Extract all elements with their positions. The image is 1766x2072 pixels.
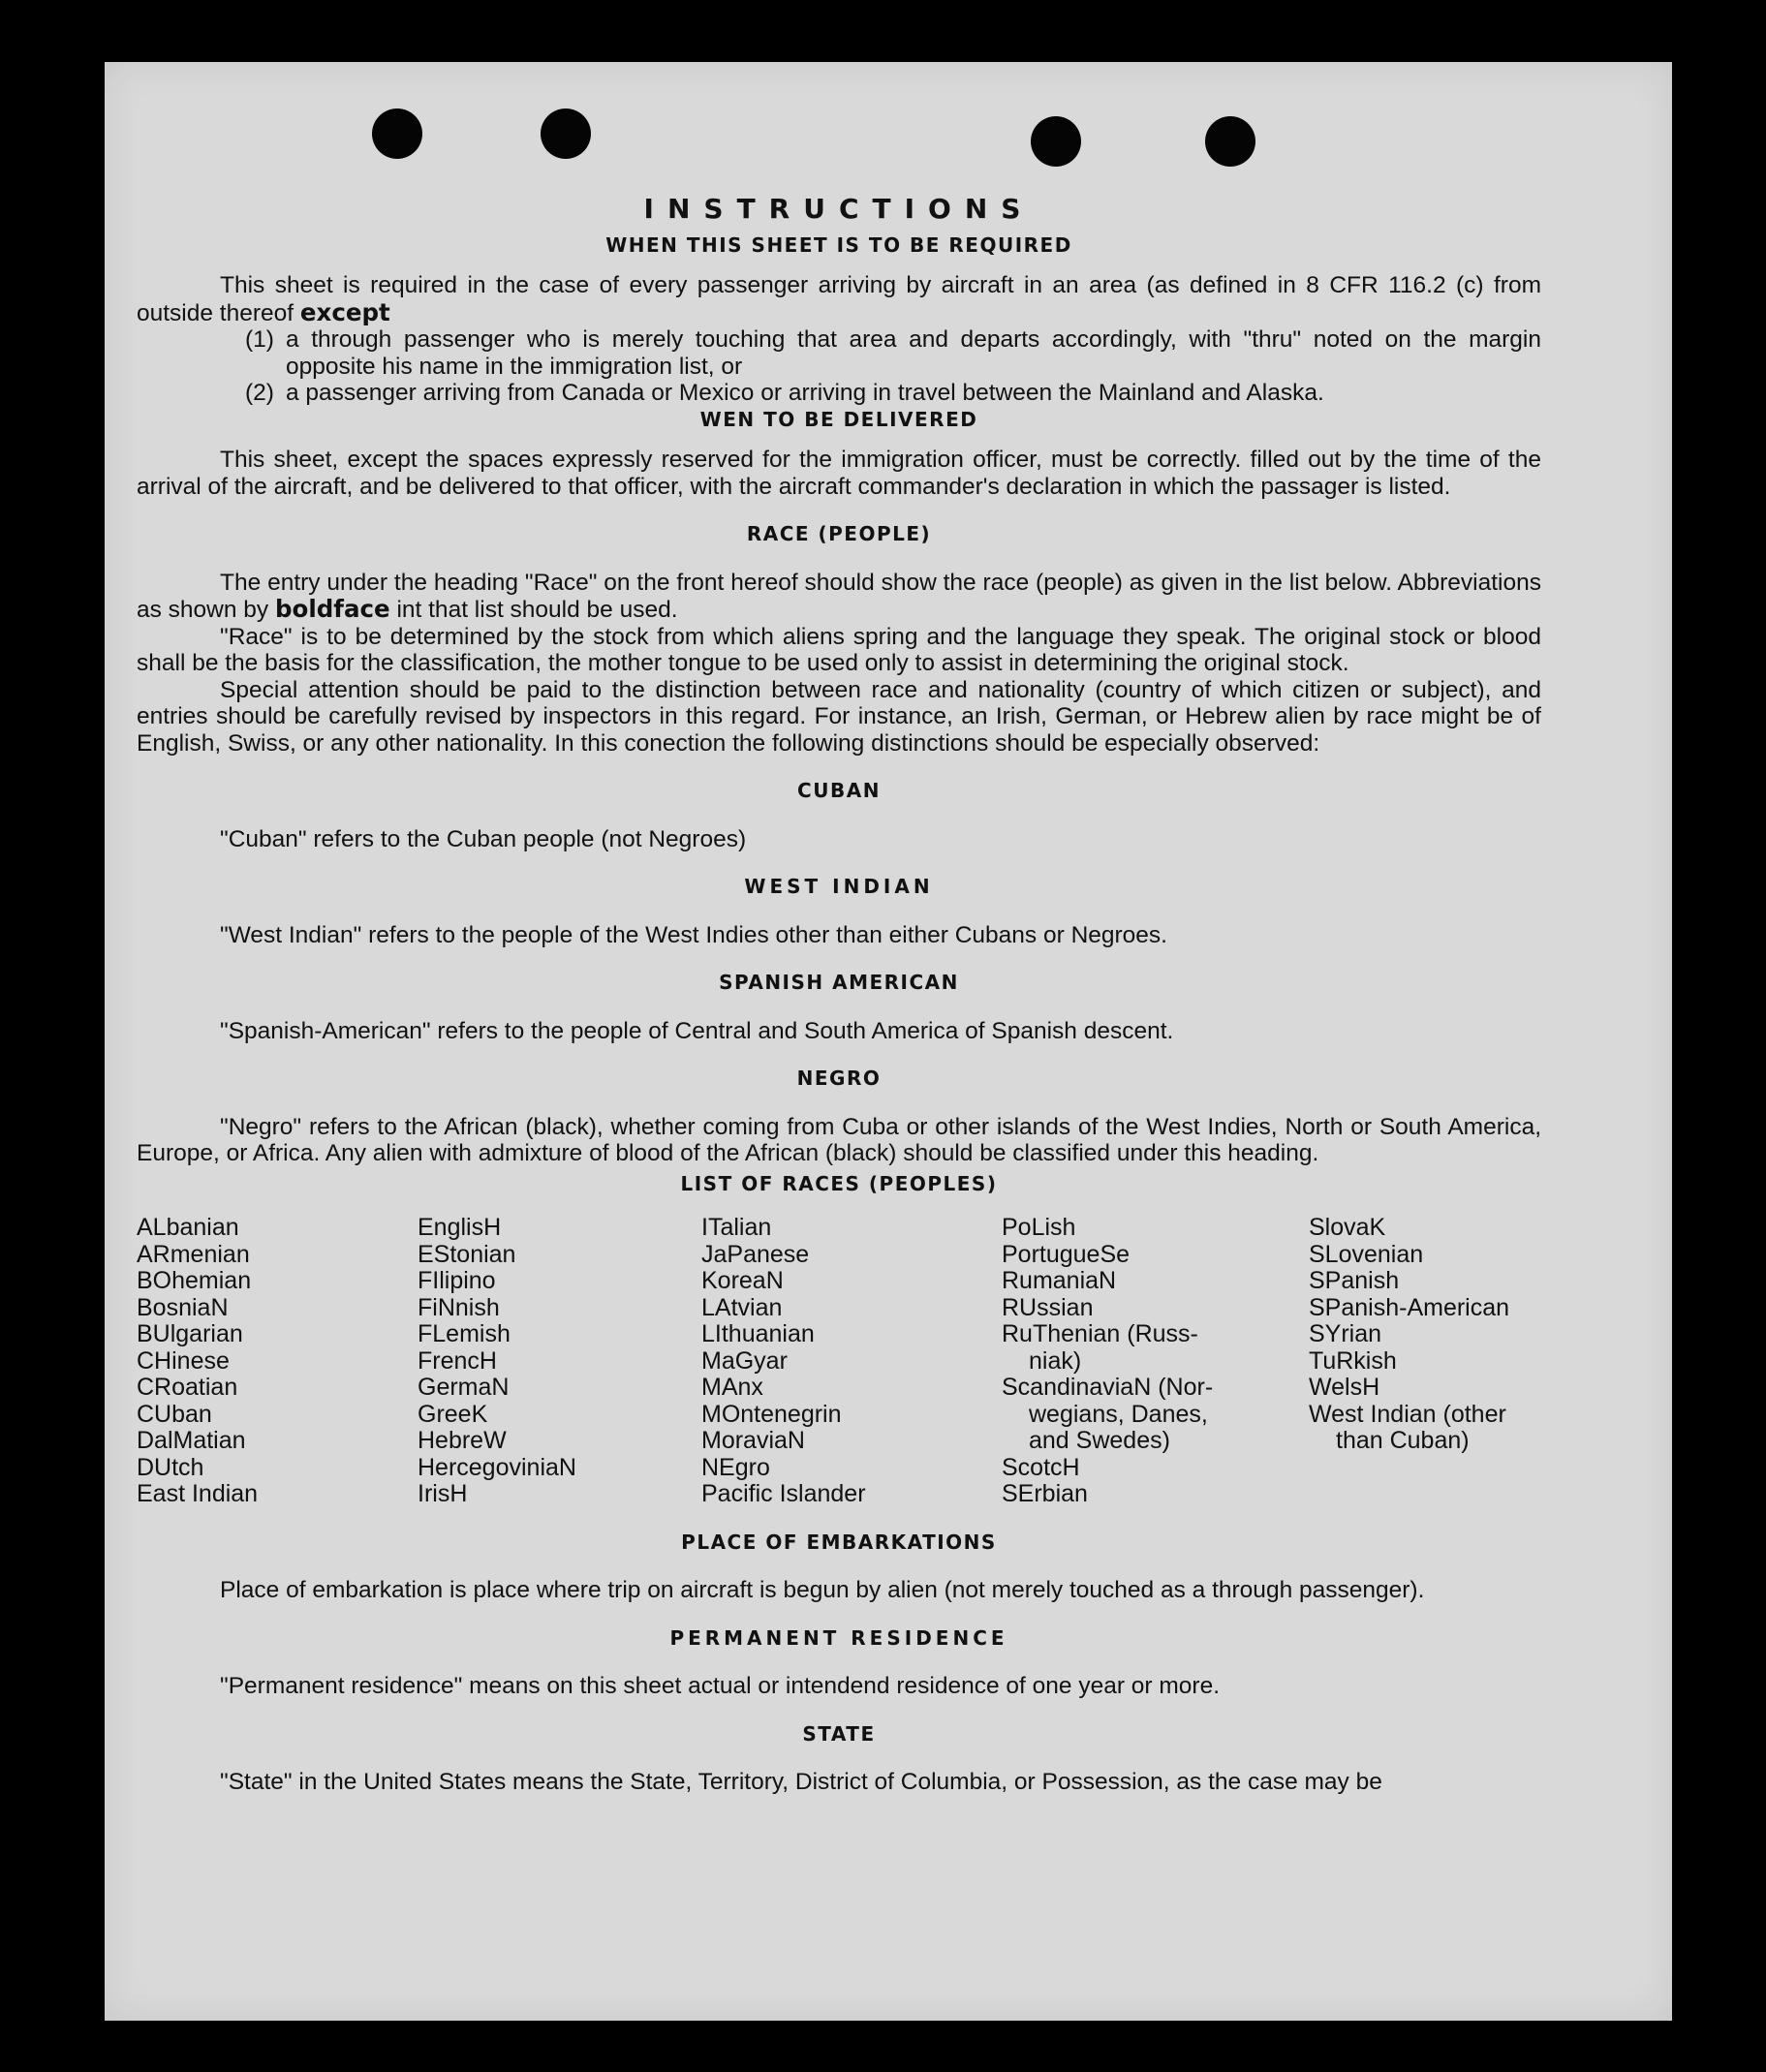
race-entry: LIthuanian: [701, 1320, 815, 1347]
race-entry: and Swedes): [1029, 1427, 1170, 1454]
race-entry: WelsH: [1309, 1374, 1380, 1401]
race-entry: wegians, Danes,: [1029, 1400, 1208, 1428]
race-entry: SLovenian: [1309, 1240, 1424, 1268]
race-entry: ARmenian: [137, 1240, 250, 1268]
item-number: (1): [245, 326, 274, 353]
race-entry: DalMatian: [137, 1427, 246, 1454]
race-entry: FIlipino: [418, 1267, 496, 1294]
cuban-text: "Cuban" refers to the Cuban people (not Negroes): [220, 825, 747, 852]
race-entry: HebreW: [418, 1427, 507, 1454]
race-entry: FLemish: [418, 1320, 511, 1347]
section-heading-cuban: CUBAN: [797, 779, 881, 802]
race-entry: EStonian: [418, 1240, 516, 1268]
races-heading: LIST OF RACES (PEOPLES): [680, 1171, 998, 1195]
races-column: [137, 1215, 418, 1508]
race-entry: SlovaK: [1309, 1214, 1386, 1241]
race-entry: FrencH: [418, 1346, 497, 1375]
section-heading-required: WHEN THIS SHEET IS TO BE REQUIRED: [605, 232, 1072, 257]
race-p1-tail: int that list should be used.: [389, 597, 678, 623]
race-entry: SErbian: [1002, 1480, 1088, 1507]
race-entry: FiNnish: [418, 1293, 500, 1321]
race-entry: NEgro: [701, 1453, 770, 1481]
race-entry: East Indian: [137, 1480, 259, 1507]
race-entry: SPanish: [1309, 1267, 1400, 1294]
section-heading-negro: NEGRO: [796, 1067, 882, 1090]
document-sheet: [105, 62, 1672, 2021]
race-entry: ITalian: [701, 1214, 772, 1241]
race-entry: MAnx: [701, 1374, 763, 1401]
race-entry: PortugueSe: [1002, 1240, 1131, 1268]
race-entry: Pacific Islander: [701, 1480, 866, 1507]
race-entry: GreeK: [418, 1400, 488, 1428]
negro-text: "Negro" refers to the African (black), whether coming from Cuba or other islands of the West Indies, North or South America, Europe, or Africa. Any alien with admixture of blood of the African (black) should be classified under this heading.: [137, 1113, 1541, 1166]
race-entry: RuThenian (Russ-: [1002, 1320, 1198, 1347]
race-entry: JaPanese: [701, 1240, 810, 1268]
race-entry: EnglisH: [418, 1214, 502, 1241]
races-column: [701, 1215, 1002, 1508]
required-intro-except: except: [299, 297, 390, 326]
punch-hole: [541, 108, 591, 159]
race-paragraph-1: [137, 570, 1541, 624]
race-entry: ScandinaviaN (Nor-: [1002, 1374, 1214, 1401]
race-p1-boldface: boldface: [275, 595, 390, 623]
race-entry: GermaN: [418, 1374, 510, 1401]
race-entry: BosniaN: [137, 1293, 229, 1321]
race-entry: RumaniaN: [1002, 1267, 1117, 1294]
race-entry: BUlgarian: [137, 1320, 243, 1347]
race-entry: MaGyar: [701, 1346, 788, 1375]
section-heading-race: RACE (PEOPLE): [746, 522, 932, 545]
race-entry: CHinese: [137, 1346, 230, 1375]
section-heading-spanish-american: SPANISH AMERICAN: [719, 971, 959, 994]
race-entry: CUban: [137, 1400, 212, 1428]
section-heading-state: STATE: [802, 1721, 876, 1746]
punch-hole: [1205, 116, 1255, 167]
race-entry: MOntenegrin: [701, 1400, 842, 1428]
residence-text: "Permanent residence" means on this sheet actual or intendend residence of one year or more.: [220, 1673, 1221, 1699]
race-entry: BOhemian: [137, 1267, 252, 1294]
state-text: "State" in the United States means the State, Territory, District of Columbia, or Possession, as the case may be: [220, 1769, 1382, 1795]
race-entry: West Indian (other: [1309, 1400, 1506, 1428]
races-column: [1309, 1215, 1541, 1508]
section-heading-west-indian: WEST INDIAN: [744, 875, 934, 898]
race-entry: TuRkish: [1309, 1346, 1397, 1375]
delivered-text: This sheet, except the spaces expressly reserved for the immigration officer, must be correctly. filled out by the time of the arrival of the aircraft, and be delivered to that officer, with the aircraft commander's declaration in which the passager is listed.: [137, 447, 1541, 500]
race-entry: SYrian: [1309, 1320, 1382, 1347]
section-heading-residence: PERMANENT RESIDENCE: [669, 1625, 1008, 1650]
races-list: [137, 1215, 1541, 1508]
race-entry: IrisH: [418, 1480, 468, 1507]
required-intro-text: This sheet is required in the case of every passenger arriving by aircraft in an area (as defined in 8 CFR 116.2 (c) from outside thereof: [137, 272, 1541, 326]
race-entry: RUssian: [1002, 1293, 1094, 1321]
item-text: a through passenger who is merely touching that area and departs accordingly, with "thru" noted on the margin opposite his name in the immigration list, or: [286, 326, 1541, 380]
embarkation-text: Place of embarkation is place where trip on aircraft is begun by alien (not merely touched as a through passenger).: [220, 1577, 1425, 1603]
race-entry: ALbanian: [137, 1214, 239, 1241]
section-heading-embarkation: PLACE OF EMBARKATIONS: [681, 1530, 997, 1554]
races-column: [418, 1215, 701, 1508]
race-p1-text: The entry under the heading "Race" on the front hereof should show the race (people) as given in the list below. Abbreviations as shown by: [137, 569, 1541, 623]
races-column: [1002, 1215, 1309, 1508]
west-indian-text: "West Indian" refers to the people of the West Indies other than either Cubans or Negroes.: [220, 921, 1167, 948]
list-item: [245, 326, 1541, 380]
spanish-american-text: "Spanish-American" refers to the people of Central and South America of Spanish descent.: [220, 1017, 1174, 1044]
exceptions-list: [137, 326, 1541, 407]
race-paragraph-3: Special attention should be paid to the distinction between race and nationality (country of which citizen or subject), and entries should be carefully revised by inspectors in this regard. For instance, an Irish, German, or Hebrew alien by race might be of English, Swiss, or any other nationality. In this conection the following distinctions should be especially observed:: [137, 676, 1541, 757]
list-item: [245, 380, 1541, 407]
race-entry: KoreaN: [701, 1267, 784, 1294]
race-entry: LAtvian: [701, 1293, 783, 1321]
race-entry: ScotcH: [1002, 1453, 1080, 1481]
race-paragraph-2: "Race" is to be determined by the stock from which aliens spring and the language they speak. The original stock or blood shall be the basis for the classification, the mother tongue to be used only to assist in determining the original stock.: [137, 623, 1541, 676]
race-entry: niak): [1029, 1346, 1082, 1375]
item-number: (2): [245, 380, 274, 406]
item-text: a passenger arriving from Canada or Mexico or arriving in travel between the Mainland and Alaska.: [286, 380, 1324, 406]
required-intro: [137, 272, 1541, 326]
race-entry: than Cuban): [1336, 1427, 1470, 1454]
race-entry: SPanish-American: [1309, 1293, 1510, 1321]
section-heading-delivered: WEN TO BE DELIVERED: [699, 407, 978, 431]
race-entry: PoLish: [1002, 1214, 1076, 1241]
race-entry: CRoatian: [137, 1374, 238, 1401]
document-title: INSTRUCTIONS: [643, 193, 1035, 225]
race-entry: HercegoviniaN: [418, 1453, 576, 1481]
punch-hole: [372, 108, 422, 159]
race-entry: DUtch: [137, 1453, 204, 1481]
race-entry: MoraviaN: [701, 1427, 805, 1454]
document-body: [137, 193, 1541, 1796]
punch-hole: [1031, 116, 1081, 167]
